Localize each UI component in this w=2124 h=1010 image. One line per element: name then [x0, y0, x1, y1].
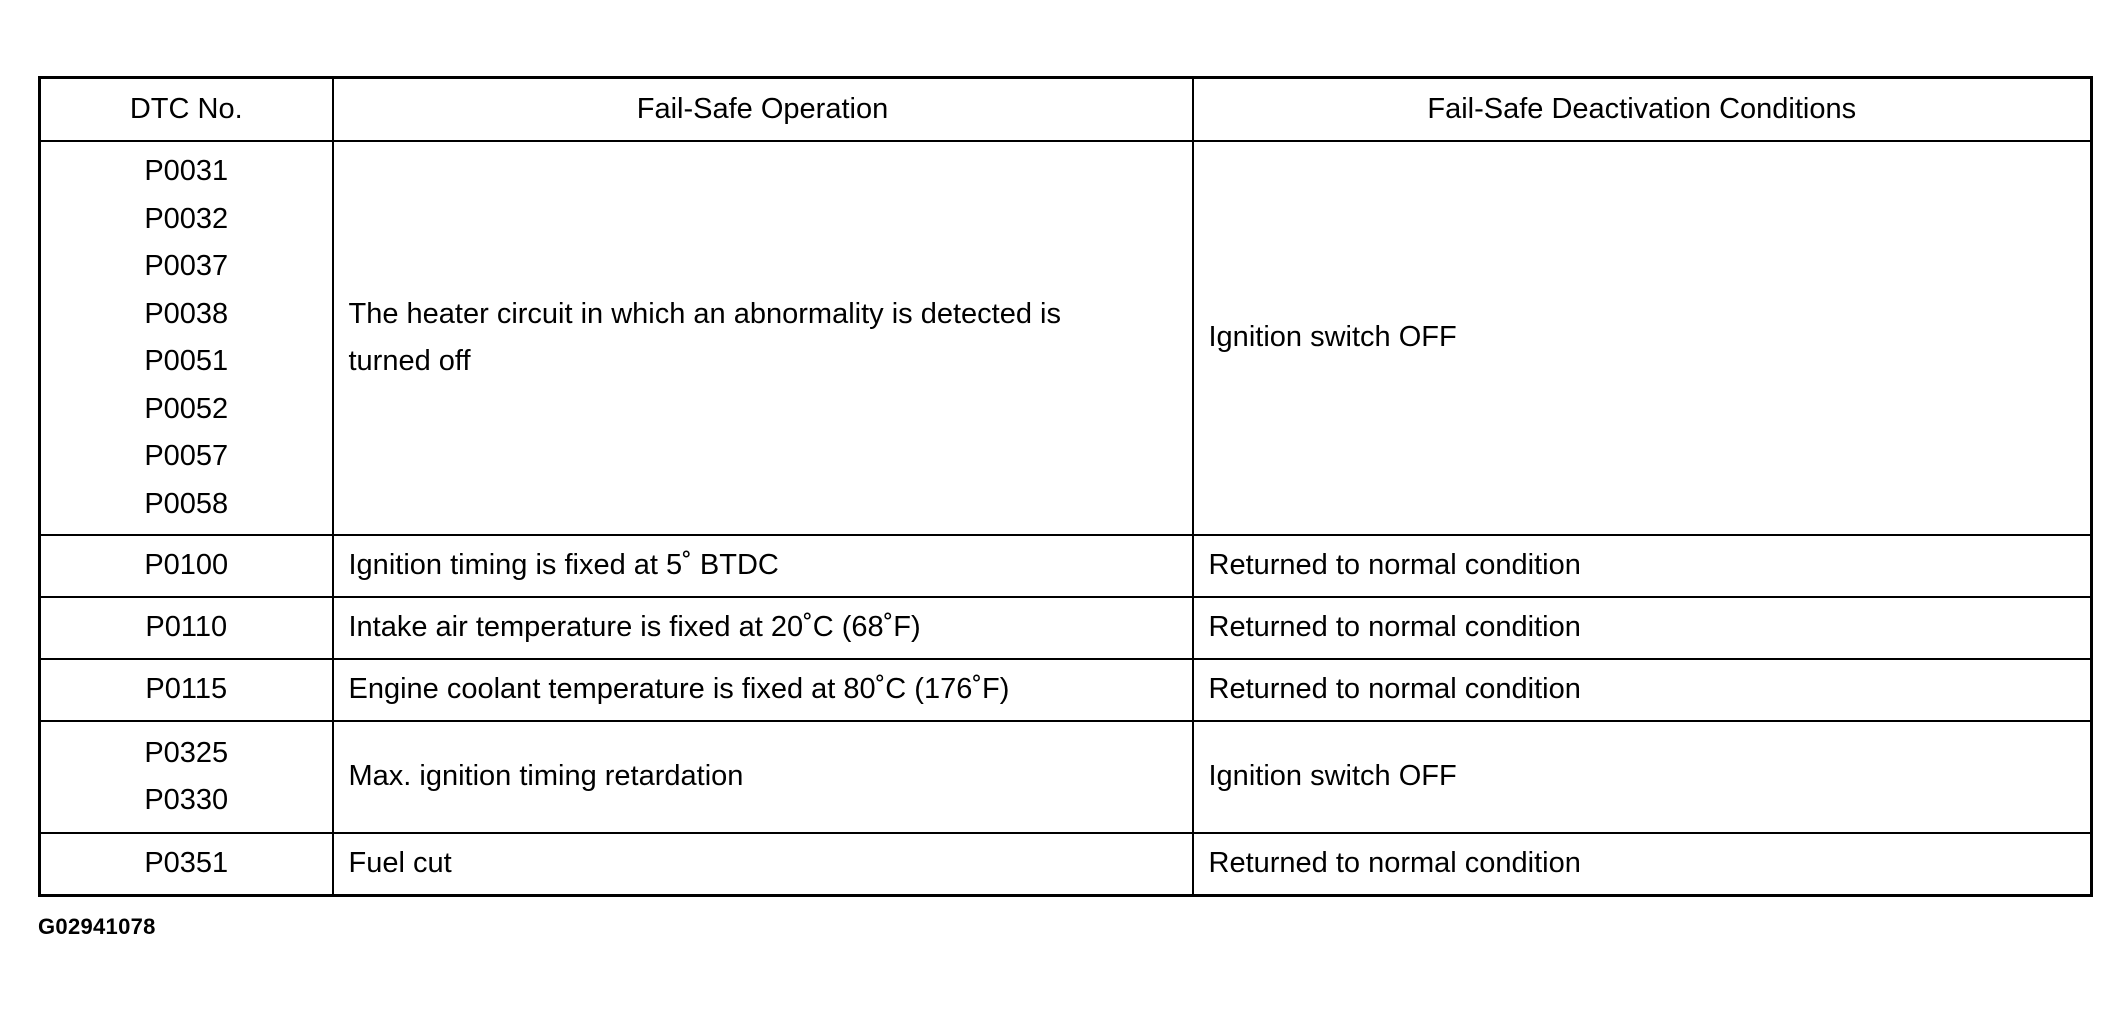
dtc-cell — [40, 721, 333, 833]
dtc-cell — [40, 597, 333, 659]
dtc-code: P0115 — [145, 673, 228, 706]
dtc-cell — [40, 659, 333, 721]
dtc-code: P0051 — [144, 345, 229, 377]
operation-cell: Engine coolant temperature is fixed at 80˚C (176˚F) — [333, 659, 1193, 721]
header-dtc-no: DTC No. — [40, 78, 333, 142]
dtc-cell — [40, 535, 333, 597]
condition-cell: Ignition switch OFF — [1193, 721, 2092, 833]
dtc-code: P0037 — [144, 250, 229, 282]
table-row — [40, 721, 2092, 833]
operation-cell: Intake air temperature is fixed at 20˚C (68˚F) — [333, 597, 1193, 659]
condition-cell: Returned to normal condition — [1193, 833, 2092, 896]
header-deactivation-conditions: Fail-Safe Deactivation Conditions — [1193, 78, 2092, 142]
dtc-code: P0100 — [144, 549, 229, 582]
dtc-code: P0038 — [144, 297, 229, 330]
dtc-code: P0330 — [144, 784, 229, 816]
dtc-code: P0110 — [145, 611, 228, 644]
dtc-code: P0325 — [144, 736, 229, 769]
condition-cell: Ignition switch OFF — [1193, 141, 2092, 535]
operation-cell: Ignition timing is fixed at 5˚ BTDC — [333, 535, 1193, 597]
figure-id-label: G02941078 — [38, 914, 156, 939]
dtc-code: P0032 — [144, 202, 229, 235]
table-row — [40, 597, 2092, 659]
table-row — [40, 141, 2092, 535]
condition-cell: Returned to normal condition — [1193, 659, 2092, 721]
fail-safe-table — [38, 76, 2093, 897]
operation-cell: Max. ignition timing retardation — [333, 721, 1193, 833]
operation-text: turned off — [348, 345, 471, 377]
dtc-cell — [40, 141, 333, 535]
dtc-code: P0052 — [144, 392, 229, 425]
operation-text: The heater circuit in which an abnormality is detected is — [348, 297, 1061, 330]
table-row — [40, 833, 2092, 896]
table-row — [40, 659, 2092, 721]
condition-cell: Returned to normal condition — [1193, 597, 2092, 659]
header-fail-safe-operation: Fail-Safe Operation — [333, 78, 1193, 142]
dtc-cell — [40, 833, 333, 896]
table-row — [40, 535, 2092, 597]
dtc-code: P0058 — [144, 487, 229, 520]
dtc-code: P0057 — [144, 440, 229, 472]
dtc-code: P0351 — [144, 847, 229, 880]
condition-cell: Returned to normal condition — [1193, 535, 2092, 597]
dtc-code: P0031 — [144, 155, 229, 187]
operation-cell — [333, 141, 1193, 535]
table-header-row — [40, 78, 2092, 142]
operation-cell: Fuel cut — [333, 833, 1193, 896]
